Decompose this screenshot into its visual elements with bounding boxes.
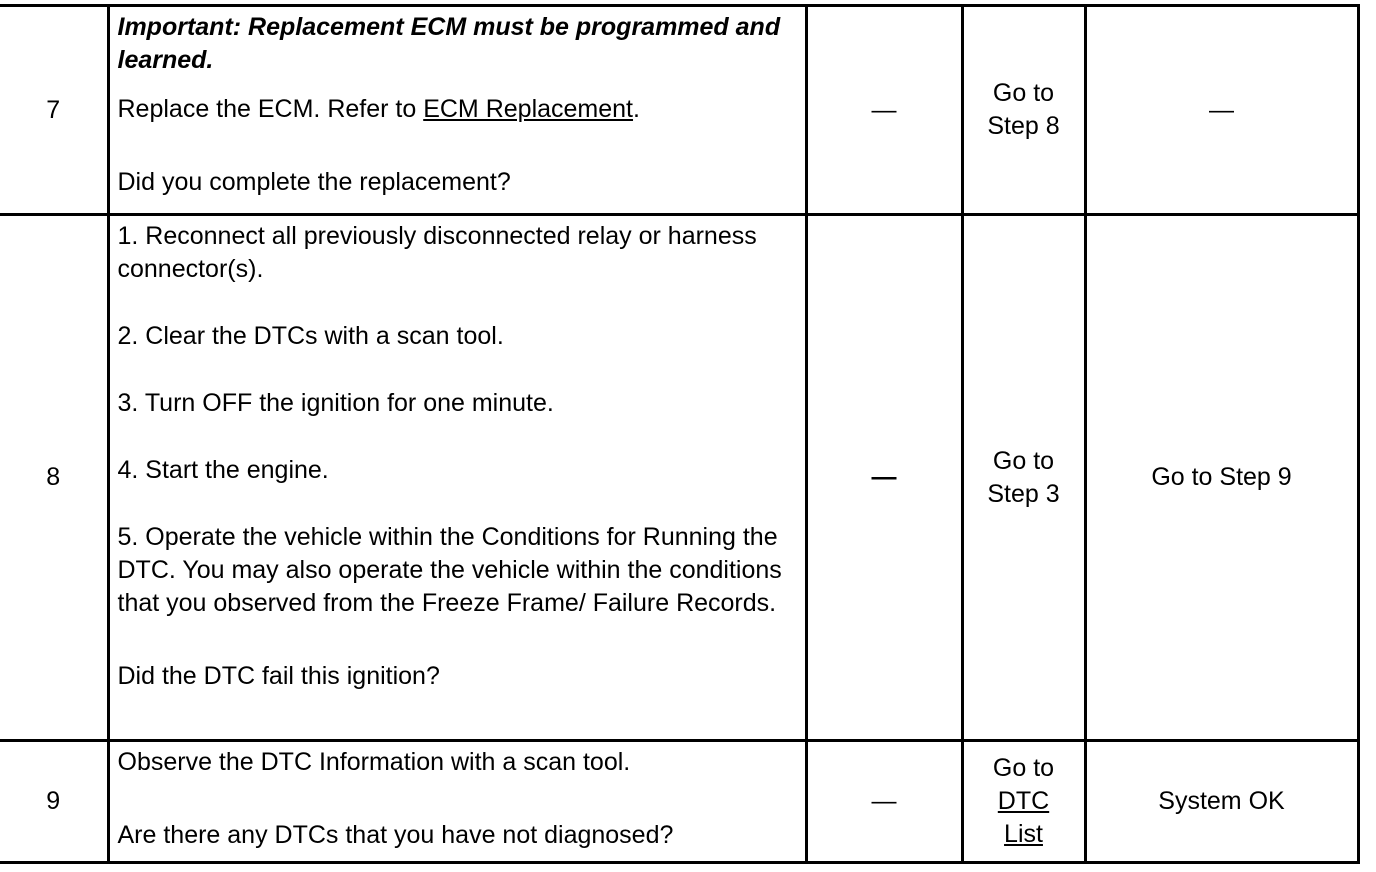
- step-number-cell: [0, 741, 108, 863]
- action-item: 1. Reconnect all previously disconnected relay or harness connector(s).: [117, 222, 757, 283]
- action-item: 5. Operate the vehicle within the Conditions for Running the DTC. You may also operate the vehicle within the conditions that you observed from the Freeze Frame/ Failure Records.: [117, 523, 782, 617]
- yes-cell: [962, 215, 1085, 741]
- yes-action: Go to Step 8: [987, 79, 1060, 140]
- no-cell: [1085, 215, 1358, 741]
- values-dash: —: [871, 787, 897, 815]
- no-cell: [1085, 741, 1358, 863]
- action-cell: [108, 215, 806, 741]
- important-note: Important: Replacement ECM must be programmed and learned.: [117, 13, 781, 74]
- no-cell: [1085, 6, 1358, 215]
- step-number-cell: [0, 215, 108, 741]
- dtc-list-link[interactable]: DTC List: [997, 787, 1050, 848]
- step-question: Did the DTC fail this ignition?: [117, 662, 440, 690]
- diagnostic-steps-table: [0, 4, 1360, 864]
- no-dash: —: [1209, 95, 1234, 124]
- yes-action: Go to Step 3: [987, 446, 1060, 508]
- table-row: [0, 741, 1358, 863]
- no-action: Go to Step 9: [1151, 463, 1292, 491]
- values-cell: [806, 215, 962, 741]
- step-question: Did you complete the replacement?: [117, 168, 511, 196]
- action-item: 2. Clear the DTCs with a scan tool.: [117, 322, 504, 350]
- step-number: 9: [46, 787, 61, 815]
- step-number: 7: [46, 95, 61, 124]
- values-cell: [806, 741, 962, 863]
- action-cell: [108, 6, 806, 215]
- values-dash: —: [871, 95, 897, 124]
- action-item: 4. Start the engine.: [117, 456, 329, 484]
- ecm-replacement-link[interactable]: ECM Replacement: [423, 95, 634, 123]
- table-row: [0, 215, 1358, 741]
- no-action: System OK: [1158, 787, 1285, 815]
- values-cell: [806, 6, 962, 215]
- step-question: Are there any DTCs that you have not diagnosed?: [117, 821, 674, 849]
- action-text-before-link: Replace the ECM. Refer to: [117, 95, 424, 123]
- step-number: 8: [46, 463, 61, 491]
- yes-cell: [962, 741, 1085, 863]
- action-item: 3. Turn OFF the ignition for one minute.: [117, 389, 554, 417]
- action-text: [118, 93, 799, 126]
- action-text: Observe the DTC Information with a scan tool.: [117, 748, 631, 776]
- table-row: [0, 6, 1358, 215]
- yes-cell: [962, 6, 1085, 215]
- values-dash: —: [871, 463, 897, 491]
- yes-action-prefix: Go to: [992, 754, 1055, 782]
- step-number-cell: [0, 6, 108, 215]
- action-cell: [108, 741, 806, 863]
- action-text-after-link: .: [633, 95, 640, 123]
